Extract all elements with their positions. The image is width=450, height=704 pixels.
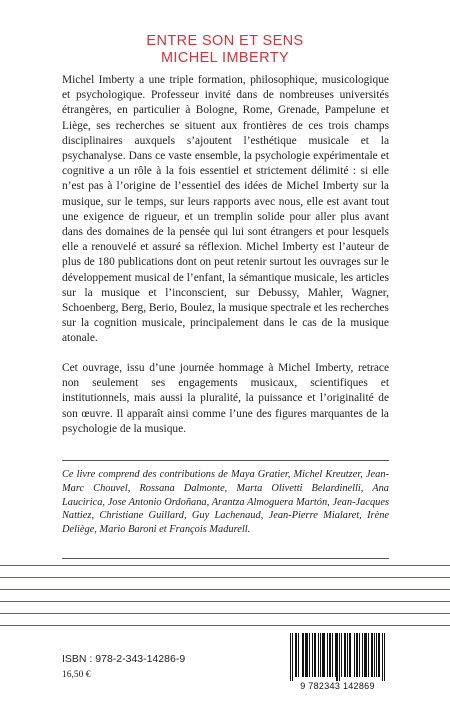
barcode-bar bbox=[374, 633, 375, 677]
title-line-1: ENTRE SON ET SENS bbox=[146, 33, 304, 49]
red-stripe bbox=[0, 613, 450, 614]
barcode-bar bbox=[365, 633, 366, 677]
barcode-bar bbox=[336, 633, 337, 681]
summary-paragraph-1: Michel Imberty a une triple formation, philosophique, musicologique et psychologique. Professeur invité dans de nombreuses universités étrangères, en particulier à Bologne, Rome, Grenade, Pampelune et Liège, ses recherches se situent aux frontières de ces trois champs disciplinaires auxquels s’ajoutent l’esthétique musicale et la psychanalyse. Dans ce vaste ensemble, la psychologie expérimentale et cognitive a un rôle à la fois essentiel et strictement délimité : si elle n’est pas à l’origine de l’essentiel des idées de Michel Imberty sur la musique, sur le temps, sur leurs rapports avec nous, elle est avant tout une exigence de rigueur, et un tremplin solide pour aller plus avant dans des domaines de la pensée qui lui sont étrangers et pour lesquels elle a renouvelé et assuré sa réflexion. Michel Imberty est l’auteur de plus de 180 publications dont on peut retenir surtout les ouvrages sur le développement musical de l’enfant, la sémantique musicale, les articles sur la musique et l’inconscient, sur Debussy, Mahler, Wagner, Schoenberg, Berg, Berio, Boulez, la musique spectrale et les recherches sur la cognition musicale, principalement dans le cas de la musique atonale. bbox=[62, 74, 389, 345]
barcode-bar bbox=[290, 633, 291, 681]
barcode-bar bbox=[362, 633, 363, 677]
barcode-bar bbox=[332, 633, 333, 677]
barcode-bar bbox=[366, 633, 367, 677]
barcode-bar bbox=[378, 633, 379, 677]
barcode-bar bbox=[295, 633, 296, 677]
barcode-bar bbox=[382, 633, 383, 681]
barcode-bar bbox=[318, 633, 319, 677]
barcode-bar bbox=[356, 633, 357, 677]
barcode-bar bbox=[368, 633, 369, 677]
isbn-label: ISBN : 978-2-343-14286-9 bbox=[62, 653, 186, 665]
barcode-bar bbox=[339, 633, 340, 681]
barcode-number: 9 782343 142869 bbox=[300, 681, 375, 691]
barcode-bar bbox=[349, 633, 350, 677]
book-title bbox=[0, 33, 450, 67]
barcode-bar bbox=[364, 633, 365, 677]
barcode-bar bbox=[329, 633, 330, 677]
barcode-bar bbox=[312, 633, 313, 677]
barcode-bar bbox=[298, 633, 299, 677]
barcode-bar bbox=[359, 633, 360, 677]
barcode-bar bbox=[322, 633, 323, 677]
red-stripe bbox=[0, 589, 450, 590]
barcode-bar bbox=[309, 633, 310, 677]
barcode-bar bbox=[303, 633, 304, 677]
price-label: 16,50 € bbox=[62, 670, 91, 680]
barcode-bar bbox=[345, 633, 346, 677]
barcode-bar bbox=[354, 633, 355, 677]
red-stripe bbox=[0, 601, 450, 602]
barcode bbox=[280, 631, 395, 695]
red-stripe bbox=[0, 565, 450, 566]
barcode-bar bbox=[350, 633, 351, 677]
contributors-paragraph: Ce livre comprend des contributions de Maya Gratier, Michel Kreutzer, Jean-Marc Chouvel, Rossana Dalmonte, Marta Olivetti Belardinelli, Ana Laucirica, Jose Antonio Ordoñana, Arantza Almoguera Martón, Jean-Jacques Nattiez, Christiane Guillard, Guy Lachenaud, Jean-Pierre Mialaret, Irène Deliège, Mario Baroni et François Madurell. bbox=[62, 469, 389, 536]
barcode-bar bbox=[292, 633, 293, 681]
barcode-bars bbox=[288, 633, 387, 681]
barcode-bar bbox=[344, 633, 345, 677]
summary-paragraph-2: Cet ouvrage, issu d’une journée hommage à Michel Imberty, retrace non seulement ses engagements musicaux, scientifiques et institutionnels, mais aussi la pluralité, la puissance et l’originalité de son œuvre. Il apparaît ainsi comme l’une des figures marquantes de la psychologie de la musique. bbox=[62, 362, 389, 435]
barcode-bar bbox=[324, 633, 325, 677]
barcode-bar bbox=[384, 633, 385, 681]
barcode-bar bbox=[302, 633, 303, 677]
barcode-bar bbox=[327, 633, 328, 677]
barcode-bar bbox=[347, 633, 348, 677]
barcode-bar bbox=[296, 633, 297, 677]
red-stripe bbox=[0, 625, 450, 626]
barcode-bar bbox=[379, 633, 380, 677]
barcode-bar bbox=[376, 633, 377, 677]
red-stripe bbox=[0, 577, 450, 578]
barcode-bar bbox=[323, 633, 324, 677]
barcode-bar bbox=[335, 633, 336, 677]
barcode-bar bbox=[320, 633, 321, 677]
title-line-2: MICHEL IMBERTY bbox=[160, 50, 290, 66]
barcode-bar bbox=[372, 633, 373, 677]
barcode-bar bbox=[307, 633, 308, 677]
barcode-bar bbox=[357, 633, 358, 677]
barcode-bar bbox=[314, 633, 315, 677]
bottom-divider bbox=[62, 558, 389, 559]
barcode-bar bbox=[341, 633, 342, 677]
barcode-bar bbox=[330, 633, 331, 677]
barcode-bar bbox=[315, 633, 316, 677]
barcode-bar bbox=[337, 633, 338, 681]
barcode-bar bbox=[306, 633, 307, 677]
barcode-bar bbox=[371, 633, 372, 677]
top-divider bbox=[62, 460, 389, 461]
barcode-bar bbox=[305, 633, 306, 677]
